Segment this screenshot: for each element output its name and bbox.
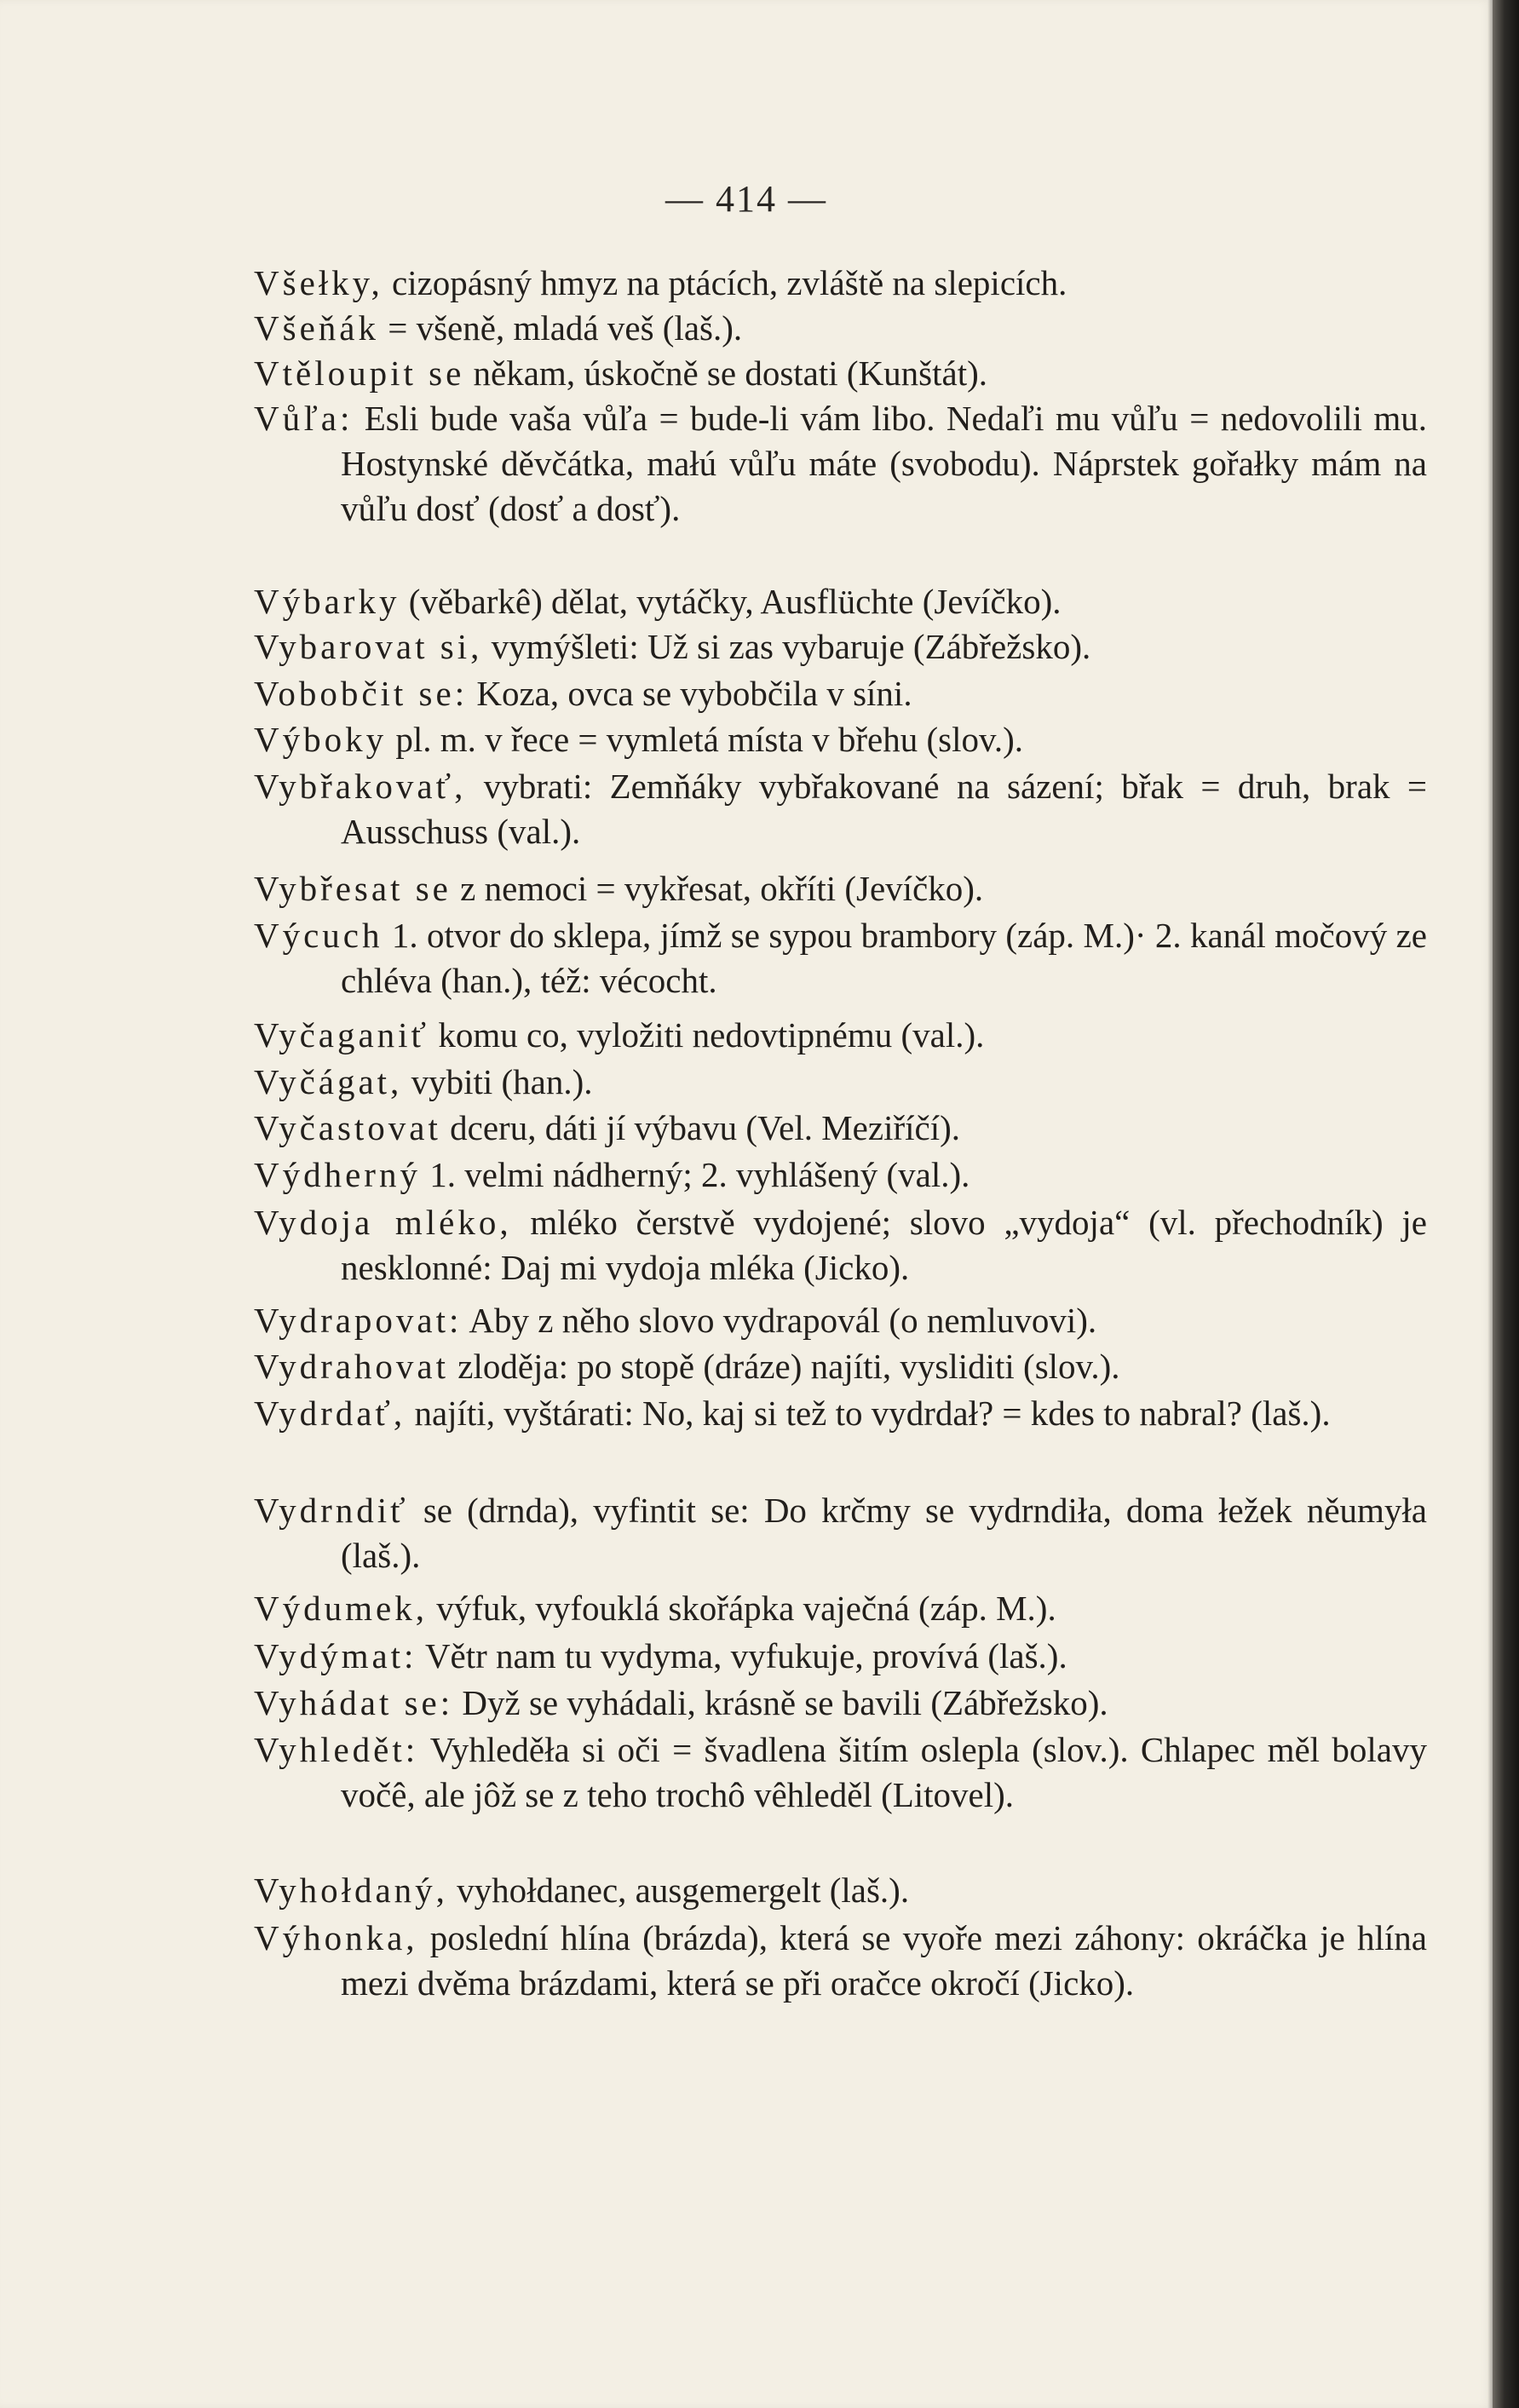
dictionary-entry: [254, 351, 1427, 396]
dictionary-entry: [254, 1727, 1427, 1818]
dictionary-entry: [254, 396, 1427, 532]
entry-headword: Vyčágat,: [254, 1062, 403, 1101]
entry-text: cizopásný hmyz na ptácích, zvláště na slepicích.: [383, 263, 1067, 302]
entry-headword: Výdumek,: [254, 1589, 428, 1628]
entry-headword: Výboky: [254, 720, 388, 759]
entry-text: zloděja: po stopě (dráze) najíti, vysliditi (slov.).: [449, 1347, 1120, 1386]
dictionary-entry: [254, 1916, 1427, 2006]
entry-text: Esli bude vaša vůľa = bude-li vám libo. Nedaľi mu vůľu = nedovolili mu. Hostynské děvčátka, małú vůľu máte (svobodu). Náprstek gořałky mám na vůľu dosť (dosť a dosť).: [341, 399, 1427, 528]
entry-headword: Výcuch: [254, 916, 383, 955]
entry-headword: Výdherný: [254, 1155, 421, 1194]
dictionary-entry: [254, 1298, 1427, 1343]
entry-headword: Vyčaganiť: [254, 1015, 430, 1055]
entry-text: vymýšleti: Už si zas vybaruje (Zábřežsko).: [482, 627, 1091, 666]
entry-text: se (drnda), vyfintit se: Do krčmy se vydrndiła, doma łežek něumyła (laš.).: [341, 1491, 1427, 1575]
entry-text: dceru, dáti jí výbavu (Vel. Meziříčí).: [440, 1108, 961, 1147]
dictionary-entry: [254, 1586, 1427, 1631]
dictionary-entry: [254, 1391, 1427, 1436]
dictionary-entry: [254, 671, 1427, 716]
dictionary-entry: [254, 1488, 1427, 1578]
entry-text: výfuk, vyfouklá skořápka vaječná (záp. M.).: [427, 1589, 1056, 1628]
entry-text: z nemoci = vykřesat, okříti (Jevíčko).: [451, 869, 984, 908]
entry-headword: Vyhołdaný,: [254, 1871, 448, 1910]
book-spine: [1493, 0, 1519, 2408]
entry-headword: Vydrdať,: [254, 1394, 406, 1433]
dictionary-entry: [254, 1200, 1427, 1290]
entry-headword: Vydrahovat: [254, 1347, 450, 1386]
entry-text: = všeně, mladá veš (laš.).: [378, 308, 743, 348]
entry-headword: Všełky,: [254, 263, 383, 302]
entry-headword: Vybřakovať,: [254, 767, 467, 806]
entry-headword: Vybarovat si,: [254, 627, 483, 666]
dictionary-entry: [254, 1013, 1427, 1058]
entry-text: vybrati: Zemňáky vybřakované na sázení; břak = druh, brak = Ausschuss (val.).: [341, 767, 1427, 851]
page-number: — 414 —: [665, 178, 827, 220]
dictionary-entry: [254, 579, 1427, 624]
entry-text: pl. m. v řece = vymletá místa v břehu (slov.).: [387, 720, 1023, 759]
dictionary-entry: [254, 866, 1427, 911]
entry-headword: Vydrndiť: [254, 1491, 409, 1530]
dictionary-entry: [254, 1060, 1427, 1105]
entry-headword: Vyčastovat: [254, 1108, 441, 1147]
entry-headword: Vydýmat:: [254, 1636, 417, 1675]
entry-text: Aby z něho slovo vydrapovál (o nemluvovi).: [462, 1301, 1097, 1340]
entry-text: Vyhleděła si oči = švadlena šitím oslepla (slov.). Chlapec měl bolavy vočê, ale jôž se z teho trochô vêhleděl (Litovel).: [341, 1730, 1427, 1814]
entry-text: komu co, vyložiti nedovtipnému (val.).: [429, 1015, 985, 1055]
entry-headword: Výhonka,: [254, 1918, 418, 1957]
entry-text: Dyž se vyhádali, krásně se bavili (Zábřežsko).: [453, 1683, 1108, 1722]
entry-text: najíti, vyštárati: No, kaj si tež to vydrdał? = kdes to nabral? (laš.).: [406, 1394, 1331, 1433]
entry-text: 1. velmi nádherný; 2. vyhlášený (val.).: [420, 1155, 970, 1194]
dictionary-entry: [254, 1344, 1427, 1389]
entry-headword: Vobobčit se:: [254, 674, 469, 713]
entry-headword: Vydoja mléko,: [254, 1203, 512, 1242]
entry-headword: Vůľa:: [254, 399, 354, 438]
entry-text: vybiti (han.).: [402, 1062, 593, 1101]
entry-text: Větr nam tu vydyma, vyfukuje, provívá (laš.).: [417, 1636, 1067, 1675]
entry-text: mléko čerstvě vydojené; slovo „vydoja“ (vl. přechodník) je nesklonné: Daj mi vydoja mléka (Jicko).: [341, 1203, 1428, 1287]
entry-text: Koza, ovca se vybobčila v síni.: [468, 674, 912, 713]
entry-headword: Vtěloupit se: [254, 353, 465, 393]
entry-text: 1. otvor do sklepa, jímž se sypou brambory (záp. M.)· 2. kanál močový ze chléva (han.), též: vécocht.: [341, 916, 1427, 1000]
dictionary-entry: [254, 1106, 1427, 1151]
entry-headword: Vydrapovat:: [254, 1301, 463, 1340]
dictionary-entry: [254, 1152, 1427, 1198]
dictionary-entry: [254, 1634, 1427, 1679]
dictionary-entry: [254, 1868, 1427, 1913]
entry-headword: Výbarky: [254, 582, 400, 621]
entry-headword: Vyhádat se:: [254, 1683, 454, 1722]
entry-text: (věbarkê) dělat, vytáčky, Ausflüchte (Jevíčko).: [400, 582, 1062, 621]
dictionary-entry: [254, 306, 1427, 351]
entry-headword: Všeňák: [254, 308, 379, 348]
dictionary-entry: [254, 624, 1427, 670]
entry-headword: Vybřesat se: [254, 869, 452, 908]
dictionary-entry: [254, 261, 1427, 306]
entry-text: poslední hlína (brázda), která se vyoře mezi záhony: okráčka je hlína mezi dvěma brázdami, která se při oračce okročí (Jicko).: [341, 1918, 1427, 2003]
entry-text: někam, úskočně se dostati (Kunštát).: [464, 353, 987, 393]
dictionary-entry: [254, 1681, 1427, 1726]
entry-headword: Vyhledět:: [254, 1730, 419, 1769]
dictionary-entry: [254, 717, 1427, 762]
dictionary-entry: [254, 913, 1427, 1003]
dictionary-entry: [254, 764, 1427, 854]
entry-text: vyhołdanec, ausgemergelt (laš.).: [447, 1871, 910, 1910]
